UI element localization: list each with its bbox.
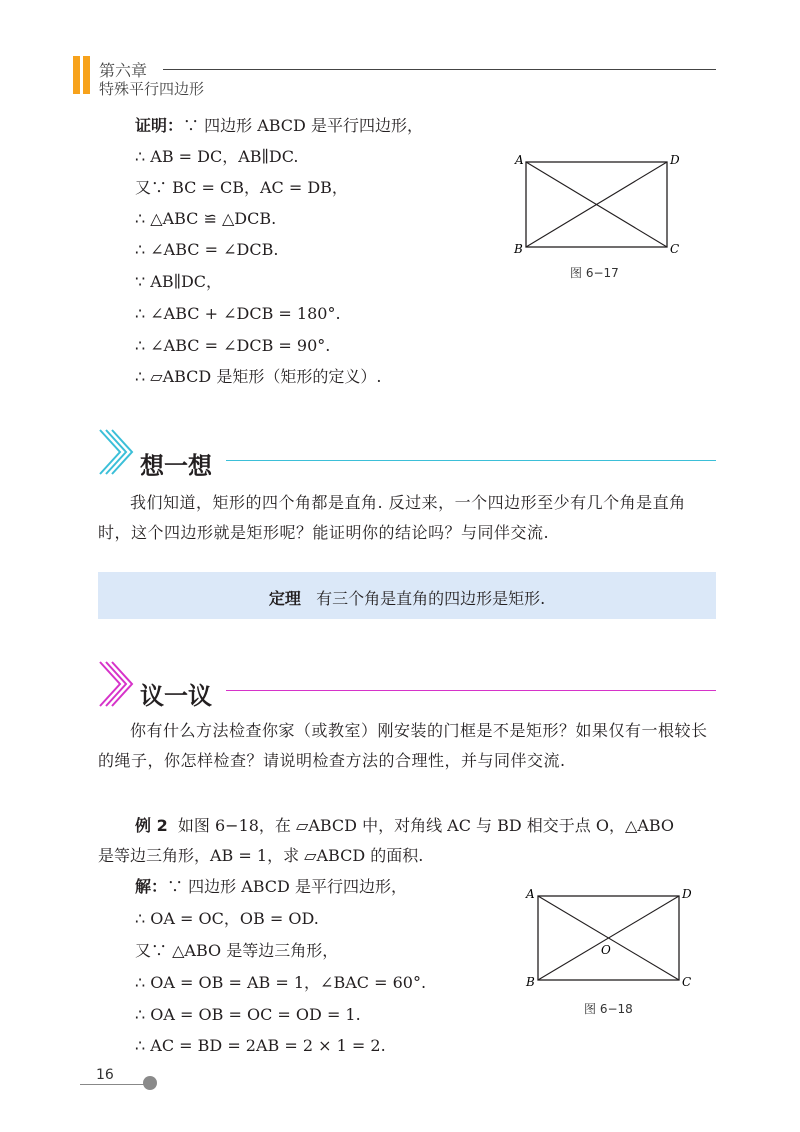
proof-line: ∴ ▱ABCD 是矩形（矩形的定义）.: [135, 367, 382, 386]
solution-label: 解：: [135, 877, 168, 896]
chevron-arrows-icon: [98, 428, 138, 476]
vertex-label-a: A: [515, 153, 524, 167]
solution-line: ∴ OA = OC，OB = OD.: [135, 909, 319, 928]
solution-line: ∴ OA = OB = AB = 1，∠BAC = 60°.: [135, 973, 427, 992]
vertex-label-d: D: [682, 887, 692, 901]
vertex-label-a: A: [526, 887, 535, 901]
figure-rectangle-diagonals: [508, 150, 688, 260]
vertex-label-d: D: [670, 153, 680, 167]
section-rule: [226, 690, 716, 691]
theorem-box: [98, 572, 716, 619]
figure-caption: 图 6−18: [584, 1002, 633, 1016]
example-line: 是等边三角形，AB = 1，求 ▱ABCD 的面积.: [98, 846, 424, 865]
header-accent-bar: [73, 56, 80, 94]
page-number: 16: [96, 1067, 114, 1083]
page-dot: [143, 1076, 157, 1090]
think-paragraph: 我们知道，矩形的四个角都是直角. 反过来，一个四边形至少有几个角是直角时，这个四边形就是矩形呢？能证明你的结论吗？与同伴交流.: [98, 493, 686, 542]
proof-line: ∴ ∠ABC = ∠DCB.: [135, 240, 279, 259]
section-title-think: 想一想: [140, 452, 212, 480]
proof-line: ∵ AB∥DC，: [135, 272, 223, 291]
page-rule: [80, 1084, 146, 1085]
proof-line: ∴ AB = DC，AB∥DC.: [135, 147, 299, 166]
chevron-arrows-icon: [98, 660, 138, 708]
theorem-text: 有三个角是直角的四边形是矩形.: [316, 589, 546, 608]
proof-line: [135, 116, 423, 136]
proof-text: ∵ 四边形 ABCD 是平行四边形，: [183, 116, 423, 135]
example-text: 如图 6−18，在 ▱ABCD 中，对角线 AC 与 BD 相交于点 O，△ABO: [177, 816, 675, 835]
solution-line: 又∵ △ABO 是等边三角形，: [135, 941, 339, 960]
theorem-line: [98, 586, 716, 609]
figure-rectangle-intersection: [518, 884, 698, 994]
intersection-label-o: O: [601, 943, 611, 957]
vertex-label-b: B: [526, 975, 535, 989]
solution-text: ∵ 四边形 ABCD 是平行四边形，: [167, 877, 407, 896]
proof-line: ∴ ∠ABC + ∠DCB = 180°.: [135, 304, 341, 323]
vertex-label-c: C: [682, 975, 692, 989]
solution-line: ∴ AC = BD = 2AB = 2 × 1 = 2.: [135, 1036, 386, 1055]
chapter-subtitle: 特殊平行四边形: [99, 80, 205, 98]
section-rule: [226, 460, 716, 461]
header-rule: [163, 69, 716, 70]
figure-caption: 图 6−17: [570, 266, 619, 280]
solution-line: [135, 877, 407, 897]
example-label: 例 2: [135, 816, 168, 835]
section-title-discuss: 议一议: [140, 682, 212, 710]
chapter-label: 第六章: [99, 61, 148, 80]
discuss-paragraph: 你有什么方法检查你家（或教室）刚安装的门框是不是矩形？如果仅有一根较长的绳子，你怎样检查？请说明检查方法的合理性，并与同伴交流.: [98, 721, 708, 770]
proof-label: 证明：: [135, 116, 184, 135]
proof-line: 又∵ BC = CB，AC = DB，: [135, 178, 348, 197]
theorem-label: 定理: [268, 589, 301, 608]
vertex-label-c: C: [670, 242, 680, 256]
vertex-label-b: B: [514, 242, 523, 256]
proof-line: ∴ △ABC ≌ △DCB.: [135, 209, 277, 228]
proof-line: ∴ ∠ABC = ∠DCB = 90°.: [135, 336, 331, 355]
example-line: [135, 815, 674, 837]
header-accent-bar: [83, 56, 90, 94]
solution-line: ∴ OA = OB = OC = OD = 1.: [135, 1005, 361, 1024]
